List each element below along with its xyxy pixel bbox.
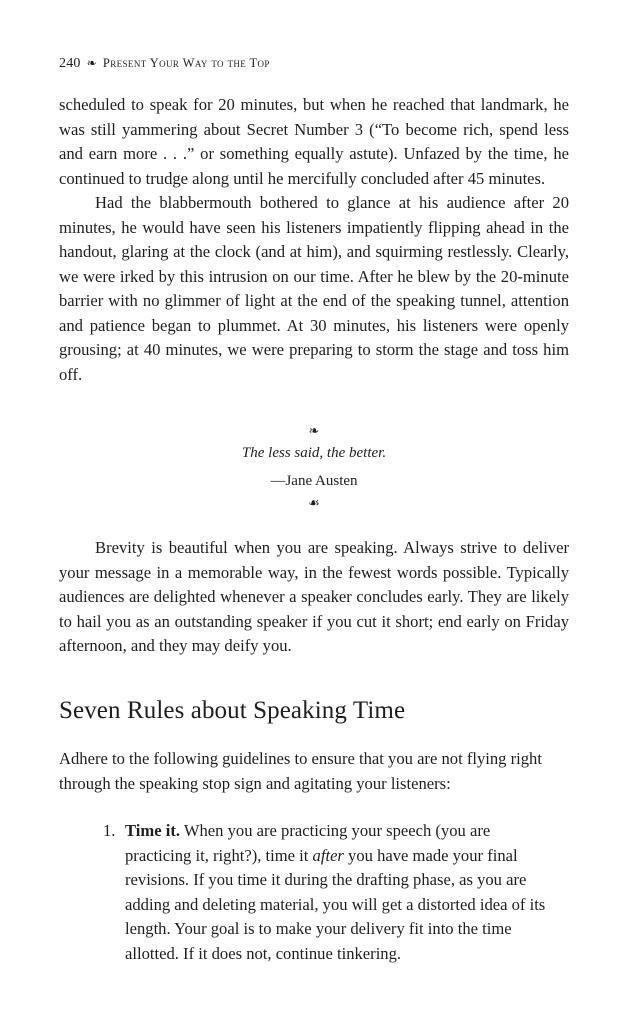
paragraph-continued: scheduled to speak for 20 minutes, but when he reached that landmark, he was still yammering about Secret Number 3 (“To become rich, spend less and earn more . . .” or something equally astute). Unfazed by the time, he continued to trudge along until he mercifully concluded after 45 minutes. [59,95,569,188]
epigraph [59,421,569,513]
list-item-heading: Time it. [125,821,180,840]
rules-list [103,819,555,966]
paragraph-blabbermouth: Had the blabbermouth bothered to glance at his audience after 20 minutes, he would have seen his listeners impatiently flipping ahead in the handout, glaring at the clock (and at him), and squirming restlessly. Clearly, we were irked by this intrusion on our time. After he blew by the 20-minute barrier with no glimmer of light at the end of the speaking tunnel, attention and patience began to plummet. At 30 minutes, his listeners were openly grousing; at 40 minutes, we were preparing to storm the stage and toss him off. [59,193,569,384]
list-item-number: 1. [103,821,116,840]
section-intro: Adhere to the following guidelines to ensure that you are not flying right through the speaking stop sign and agitating your listeners: [59,749,542,793]
section-heading: Seven Rules about Speaking Time [59,697,406,724]
epigraph-ornament-bottom: ☙ [308,495,320,510]
paragraph-brevity: Brevity is beautiful when you are speaking. Always strive to deliver your message in a memorable way, in the fewest words possible. Typically audiences are delighted whenever a speaker concludes early. They are likely to hail you as an outstanding speaker if you cut it short; end early on Friday afternoon, and they may deify you. [59,538,569,655]
body-text [59,93,569,387]
list-item [103,819,555,966]
epigraph-ornament-top: ❧ [308,423,320,438]
list-item-text-cont: you have made your final revisions. If you time it during the drafting phase, as you are adding and deleting material, you will get a distorted idea of its length. Your goal is to make your delivery fit into the time allotted. If it does not, continue tinkering. [125,845,546,963]
epigraph-attribution: —Jane Austen [270,473,358,489]
list-item-emphasis: after [312,845,344,865]
list-item-text: When you are practicing your speech (you are practicing it, right?), time it [125,821,491,865]
epigraph-quote: The less said, the better. [241,445,387,461]
fleuron-ornament: ❧ [86,56,97,70]
running-head-title: Present Your Way to the Top [102,56,270,70]
running-head [59,55,270,72]
page-number: 240 [59,56,81,71]
